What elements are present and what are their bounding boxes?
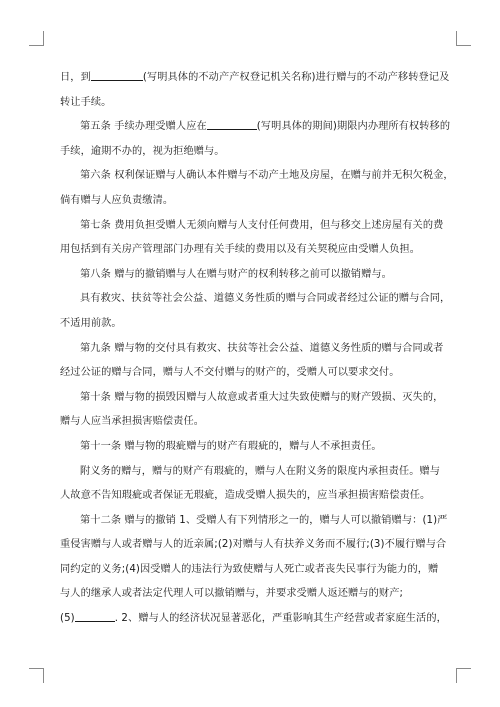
line-text: 不适用前款。 [60,317,122,329]
line-text: 第十二条 赠与的撤销 1、受赠人有下列情形之一的，赠与人可以撤销赠与：(1)严 [80,514,448,526]
document-line [60,263,452,288]
line-text: 用包括到有关房产管理部门办理有关手续的费用以及有关契税应由受赠人负担。 [60,244,421,256]
document-line [60,66,452,91]
crop-mark-top-left [29,31,44,46]
crop-mark-bottom-left [29,668,44,683]
line-text: 第七条 费用负担受赠人无须向赠与人支付任何费用，但与移交上述房屋有关的费 [80,219,444,231]
line-text-after-blank: (写明具体的不动产产权登记机关名称)进行赠与的不动产移转登记及 [142,72,450,83]
line-text: 第八条 赠与的撤销赠与人在赠与财产的权利转移之前可以撤销赠与。 [80,268,392,280]
document-line [60,91,452,116]
line-text: 具有救灾、扶贫等社会公益、道德义务性质的赠与合同或者经过公证的赠与合同， [80,293,451,305]
document-body [60,66,452,632]
document-line [60,558,452,583]
line-text-after-blank: . 2、赠与人的经济状况显著恶化，严重影响其生产经营或者家庭生活的， [114,613,447,625]
line-text: 与人的继承人或者法定代理人可以撤销赠与，并要求受赠人返还赠与的财产; [60,588,404,600]
document-line [60,460,452,485]
document-line [60,533,452,558]
line-text-before-blank: 第五条 手续办理受赠人应在 [80,121,207,133]
document-line [60,484,452,509]
line-text: 第十条 赠与物的损毁因赠与人故意或者重大过失致使赠与的财产毁损、灭失的， [80,391,444,403]
document-line [60,410,452,435]
document-line [60,238,452,263]
line-text: 经过公证的赠与合同，赠与人不交付赠与的财产的，受赠人可以要求交付。 [60,367,400,379]
document-line [60,607,452,632]
document-line [60,435,452,460]
document-line [60,140,452,165]
line-text: 第十一条 赠与物的瑕疵赠与的财产有瑕疵的，赠与人不承担责任。 [80,440,382,452]
line-text-before-blank: 日，到 [60,72,91,83]
line-text: 转让手续。 [60,96,112,108]
document-line [60,386,452,411]
document-line [60,337,452,362]
document-line [60,361,452,386]
document-line [60,115,452,140]
line-text: 附义务的赠与，赠与的财产有瑕疵的，赠与人在附义务的限度内承担责任。赠与 [80,465,441,477]
document-line [60,214,452,239]
document-line [60,312,452,337]
fill-in-blank[interactable] [91,69,143,81]
document-line [60,164,452,189]
document-line [60,287,452,312]
line-text: 重侵害赠与人或者赠与人的近亲属;(2)对赠与人有扶养义务而不履行;(3)不履行赠与合 [60,539,447,551]
document-line [60,509,452,534]
document-line [60,582,452,607]
line-text-before-blank: (5) [60,613,75,625]
crop-mark-bottom-right [456,668,471,683]
crop-mark-top-right [456,31,471,46]
line-text-after-blank: (写明具体的期间)期限内办理所有权转移的 [256,121,451,133]
fill-in-blank[interactable] [207,118,257,130]
fill-in-blank[interactable] [75,610,115,622]
line-text: 人故意不告知瑕疵或者保证无瑕疵，造成受赠人损失的，应当承担损害赔偿责任。 [60,490,431,502]
document-line [60,189,452,214]
line-text: 第九条 赠与物的交付具有救灾、扶贫等社会公益、道德义务性质的赠与合同或者 [80,342,444,354]
line-text: 赠与人应当承担损害赔偿责任。 [60,416,205,428]
line-text: 倘有赠与人应负责缴清。 [60,194,174,206]
line-text: 同约定的义务;(4)因受赠人的违法行为致使赠与人死亡或者丧失民事行为能力的，赠 [60,563,439,575]
line-text: 手续，逾期不办的，视为拒绝赠与。 [60,145,225,157]
line-text: 第六条 权利保证赠与人确认本件赠与不动产土地及房屋，在赠与前并无积欠税金， [80,170,454,182]
